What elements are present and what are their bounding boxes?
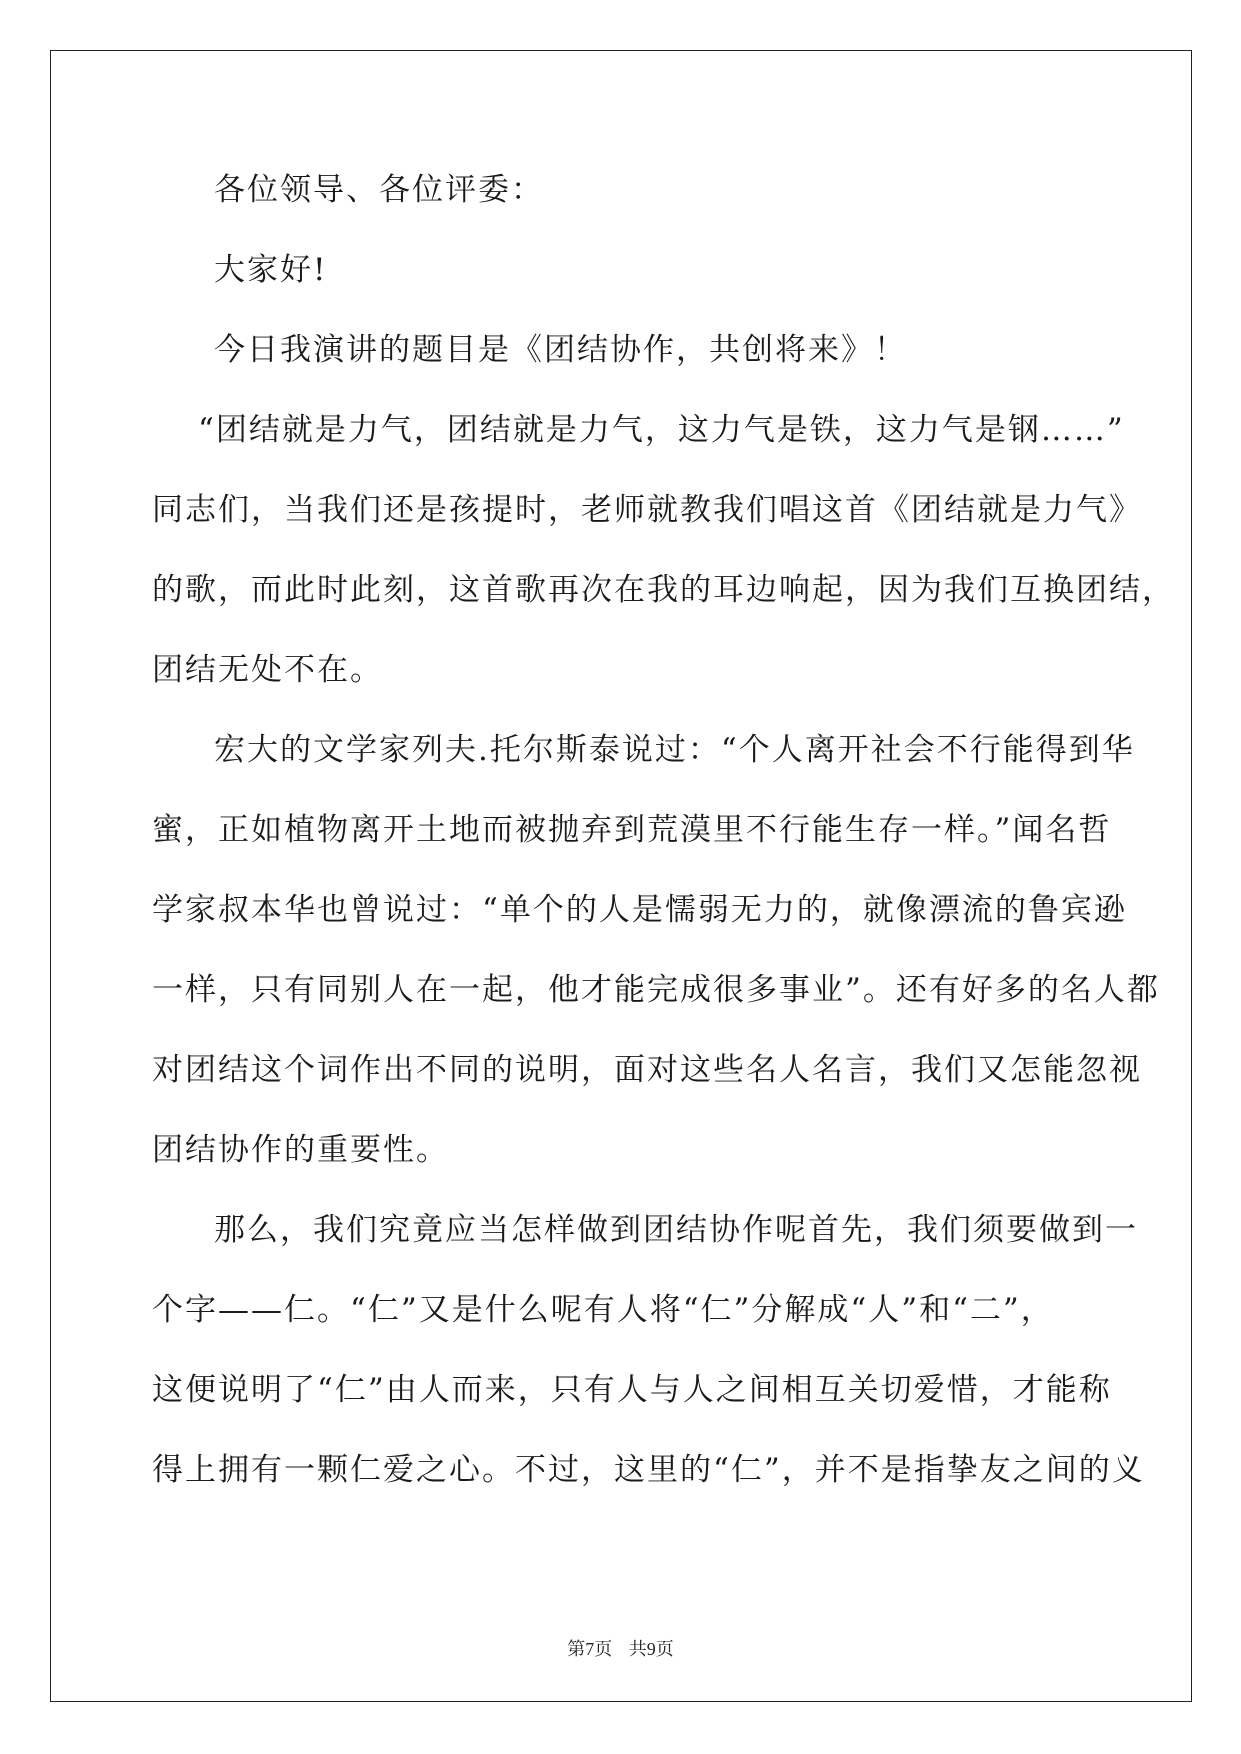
text-line: 一样，只有同别人在一起，他才能完成很多事业”。还有好多的名人都 bbox=[152, 972, 1160, 1008]
text-line: 今日我演讲的题目是《团结协作，共创将来》！ bbox=[214, 332, 907, 368]
document-body bbox=[152, 150, 1175, 1510]
text-line: 得上拥有一颗仁爱之心。不过，这里的“仁”，并不是指挚友之间的义 bbox=[152, 1452, 1145, 1488]
page-footer bbox=[0, 1635, 1241, 1661]
text-line: 学家叔本华也曾说过：“单个的人是懦弱无力的，就像漂流的鲁宾逊 bbox=[152, 892, 1127, 928]
page-total: 共9页 bbox=[628, 1639, 674, 1659]
text-line: 对团结这个词作出不同的说明，面对这些名人名言，我们又怎能忽视 bbox=[152, 1052, 1142, 1088]
text-line: 同志们，当我们还是孩提时，老师就教我们唱这首《团结就是力气》 bbox=[152, 492, 1142, 528]
text-line: 这便说明了“仁”由人而来，只有人与人之间相互关切爱惜，才能称 bbox=[152, 1372, 1112, 1408]
text-line: 那么，我们究竟应当怎样做到团结协作呢首先，我们须要做到一 bbox=[214, 1212, 1138, 1248]
text-line: “团结就是力气，团结就是力气，这力气是铁，这力气是钢……” bbox=[198, 412, 1125, 448]
text-line: 个字——仁。“仁”又是什么呢有人将“仁”分解成“人”和“二”， bbox=[152, 1292, 1054, 1328]
page-number: 第7页 bbox=[567, 1639, 613, 1659]
text-line: 的歌，而此时此刻，这首歌再次在我的耳边响起，因为我们互换团结， bbox=[152, 572, 1175, 608]
text-line: 各位领导、各位评委： bbox=[214, 172, 544, 208]
text-line: 大家好! bbox=[214, 252, 328, 288]
text-line: 团结协作的重要性。 bbox=[152, 1132, 449, 1168]
text-line: 团结无处不在。 bbox=[152, 652, 383, 688]
text-line: 宏大的文学家列夫.托尔斯泰说过：“个人离开社会不行能得到华 bbox=[214, 732, 1135, 768]
text-line: 蜜，正如植物离开土地而被抛弃到荒漠里不行能生存一样。”闻名哲 bbox=[152, 812, 1112, 848]
